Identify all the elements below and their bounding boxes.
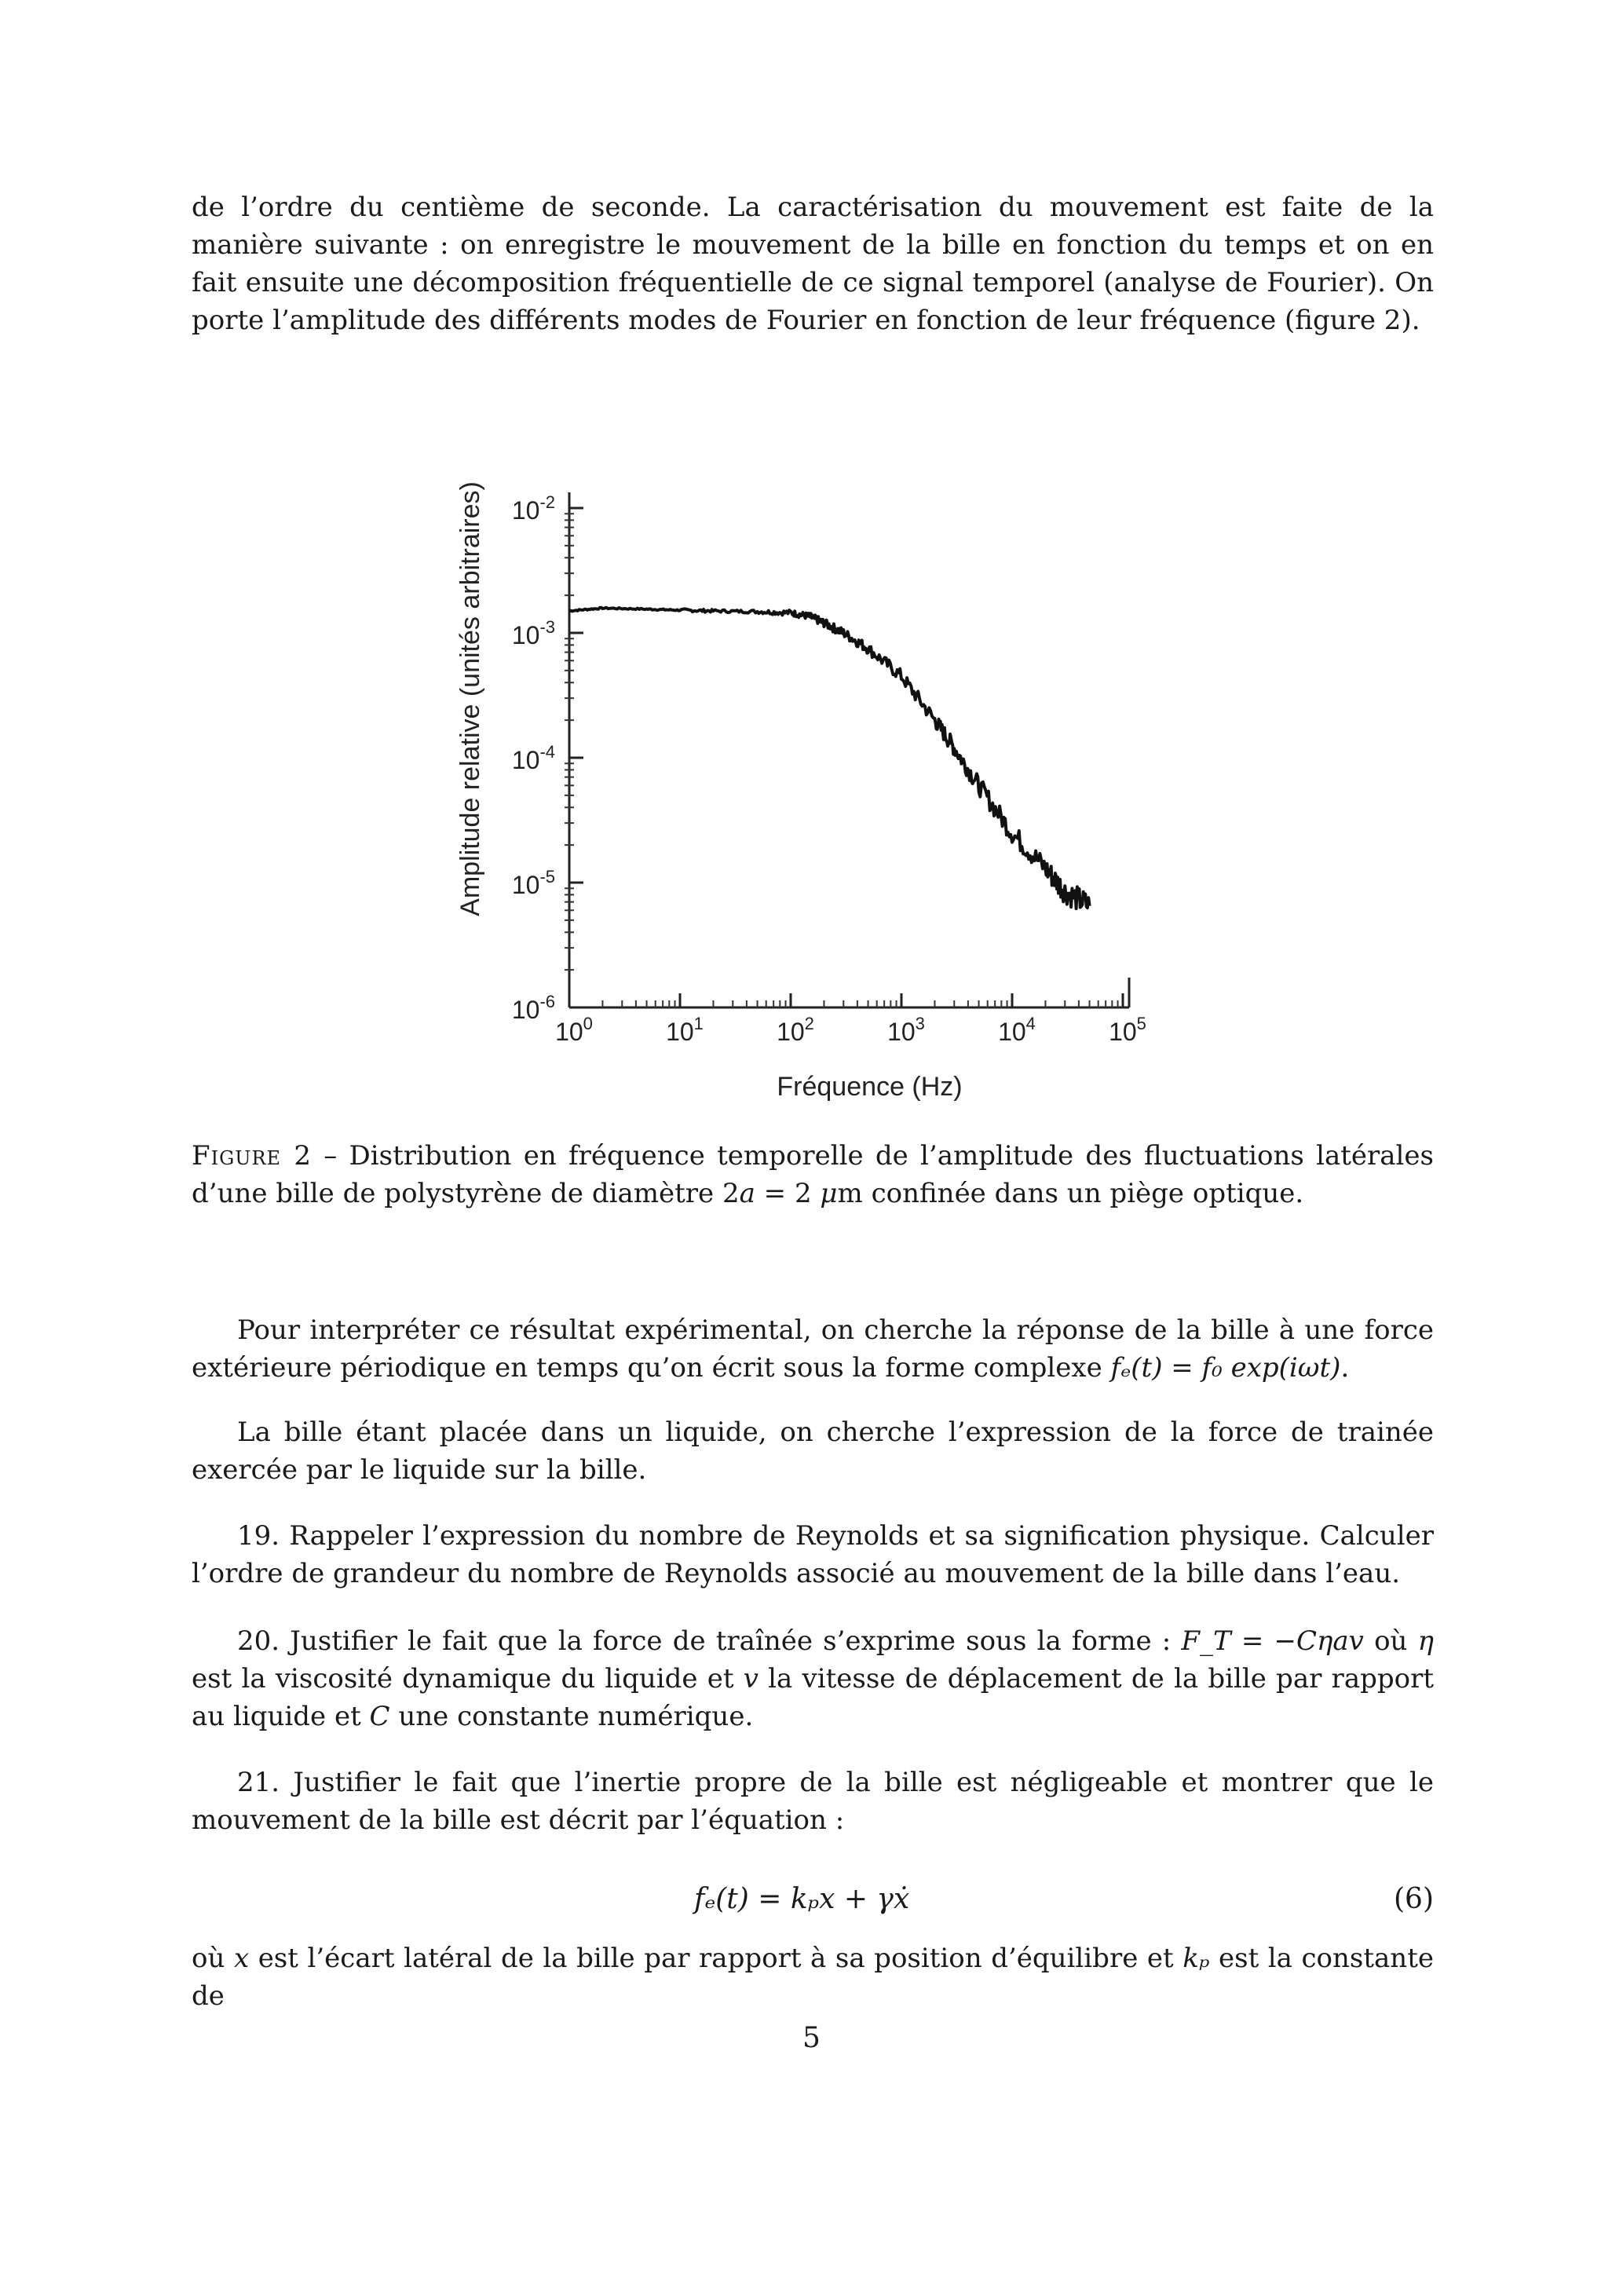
paragraph-interpretation	[192, 1311, 1434, 1387]
paragraph-liquid: La bille étant placée dans un liquide, on cherche l’expression de la force de trainée exercée par le liquide sur la bille.	[192, 1417, 1434, 1486]
y-tick-base: 10	[511, 496, 540, 525]
y-tick-base: 10	[511, 996, 540, 1024]
figure-2-chart	[440, 452, 1193, 1127]
x-tick-exponent: 1	[693, 1014, 704, 1033]
last-x: x	[233, 1943, 250, 1974]
x-tick-exponent: 5	[1136, 1014, 1146, 1033]
last-text-c: est la constante de	[192, 1943, 1434, 2012]
x-tick-label	[1109, 1014, 1146, 1046]
q20-text-d: la vitesse de déplacement de la bille par rapport au liquide et	[192, 1663, 1434, 1732]
x-tick-base: 10	[998, 1018, 1026, 1046]
last-text-a: où	[192, 1943, 234, 1974]
q20-c: C	[369, 1701, 390, 1732]
y-tick-exponent: -3	[539, 617, 555, 637]
y-tick-exponent: -5	[539, 867, 555, 887]
equation-6	[192, 1883, 1434, 1921]
x-axis-label: Fréquence (Hz)	[777, 1072, 963, 1102]
p2-formula: fₑ(t) = f₀ exp(iωt)	[1110, 1352, 1341, 1384]
x-tick-label	[887, 1014, 925, 1046]
y-tick-base: 10	[511, 621, 540, 649]
caption-math-a: a	[739, 1178, 755, 1209]
y-tick-exponent: -6	[539, 992, 555, 1011]
question-20	[192, 1622, 1434, 1735]
q20-text-b: où	[1363, 1625, 1418, 1657]
x-tick-exponent: 4	[1025, 1014, 1036, 1033]
caption-label: Figure 2	[192, 1140, 312, 1172]
y-tick-base: 10	[511, 871, 540, 899]
q20-text-a: 20. Justifier le fait que la force de traînée s’exprime sous la forme :	[237, 1625, 1182, 1657]
x-tick-label	[555, 1014, 593, 1046]
series-line-amplitude	[569, 608, 1090, 909]
figure-caption	[192, 1137, 1434, 1212]
q20-v: v	[743, 1663, 758, 1695]
p2-text: Pour interpréter ce résultat expérimental, on cherche la réponse de la bille à une force extérieure périodique en temps qu’on écrit sous la forme complexe	[192, 1314, 1434, 1384]
x-tick-label	[777, 1014, 814, 1046]
x-tick-label	[998, 1014, 1036, 1046]
caption-text-a: Distribution en fréquence temporelle de l’amplitude des fluctuations latérales d’une bille de polystyrène de diamètre 2	[192, 1140, 1434, 1209]
x-tick-base: 10	[777, 1018, 805, 1046]
caption-math-mu: μ	[820, 1178, 838, 1209]
chart-area	[455, 481, 1146, 1102]
y-tick-label	[512, 742, 555, 774]
x-tick-exponent: 3	[915, 1014, 925, 1033]
y-tick-exponent: -4	[539, 742, 555, 762]
equation-body: fₑ(t) = kₚx + γẋ	[694, 1883, 910, 1915]
y-tick-label	[512, 992, 555, 1024]
y-tick-base: 10	[511, 746, 540, 774]
paragraph-intro: de l’ordre du centième de seconde. La caractérisation du mouvement est faite de la manière suivante : on enregistre le mouvement de la bille en fonction du temps et on en fait ensuite une décomposition fréquentielle de ce signal temporel (analyse de Fourier). On porte l’amplitude des différents modes de Fourier en fonction de leur fréquence (figure 2).	[192, 192, 1434, 336]
q20-text-c: est la viscosité dynamique du liquide et	[192, 1663, 744, 1695]
x-tick-exponent: 0	[583, 1014, 593, 1033]
x-tick-base: 10	[1109, 1018, 1137, 1046]
y-tick-label	[512, 617, 555, 649]
q20-eta: η	[1417, 1625, 1434, 1657]
caption-text-b: = 2	[755, 1178, 821, 1209]
y-tick-label	[512, 867, 555, 899]
caption-dash: –	[311, 1140, 349, 1172]
y-tick-exponent: -2	[539, 492, 555, 512]
x-tick-base: 10	[887, 1018, 916, 1046]
caption-text-c: m confinée dans un piège optique.	[837, 1178, 1304, 1209]
q20-formula: F_T = −Cηav	[1181, 1625, 1364, 1657]
q20-text-e: une constante numérique.	[389, 1701, 754, 1732]
last-text-b: est l’écart latéral de la bille par rapport à sa position d’équilibre et	[249, 1943, 1183, 1974]
equation-number: (6)	[1394, 1883, 1434, 1915]
paragraph-last	[192, 1940, 1434, 2015]
y-tick-label	[512, 492, 555, 525]
x-tick-base: 10	[666, 1018, 694, 1046]
page-number: 5	[802, 2022, 821, 2054]
question-21: 21. Justifier le fait que l’inertie propre de la bille est négligeable et montrer que le mouvement de la bille est décrit par l’équation :	[192, 1767, 1434, 1836]
x-tick-label	[666, 1014, 704, 1046]
last-kp: kₚ	[1183, 1943, 1210, 1974]
p2-end: .	[1340, 1352, 1350, 1384]
question-19: 19. Rappeler l’expression du nombre de Reynolds et sa signification physique. Calculer l’ordre de grandeur du nombre de Reynolds associé au mouvement de la bille dans l’eau.	[192, 1520, 1434, 1589]
x-tick-exponent: 2	[804, 1014, 814, 1033]
y-axis-label: Amplitude relative (unités arbitraires)	[455, 481, 485, 916]
x-tick-base: 10	[555, 1018, 583, 1046]
